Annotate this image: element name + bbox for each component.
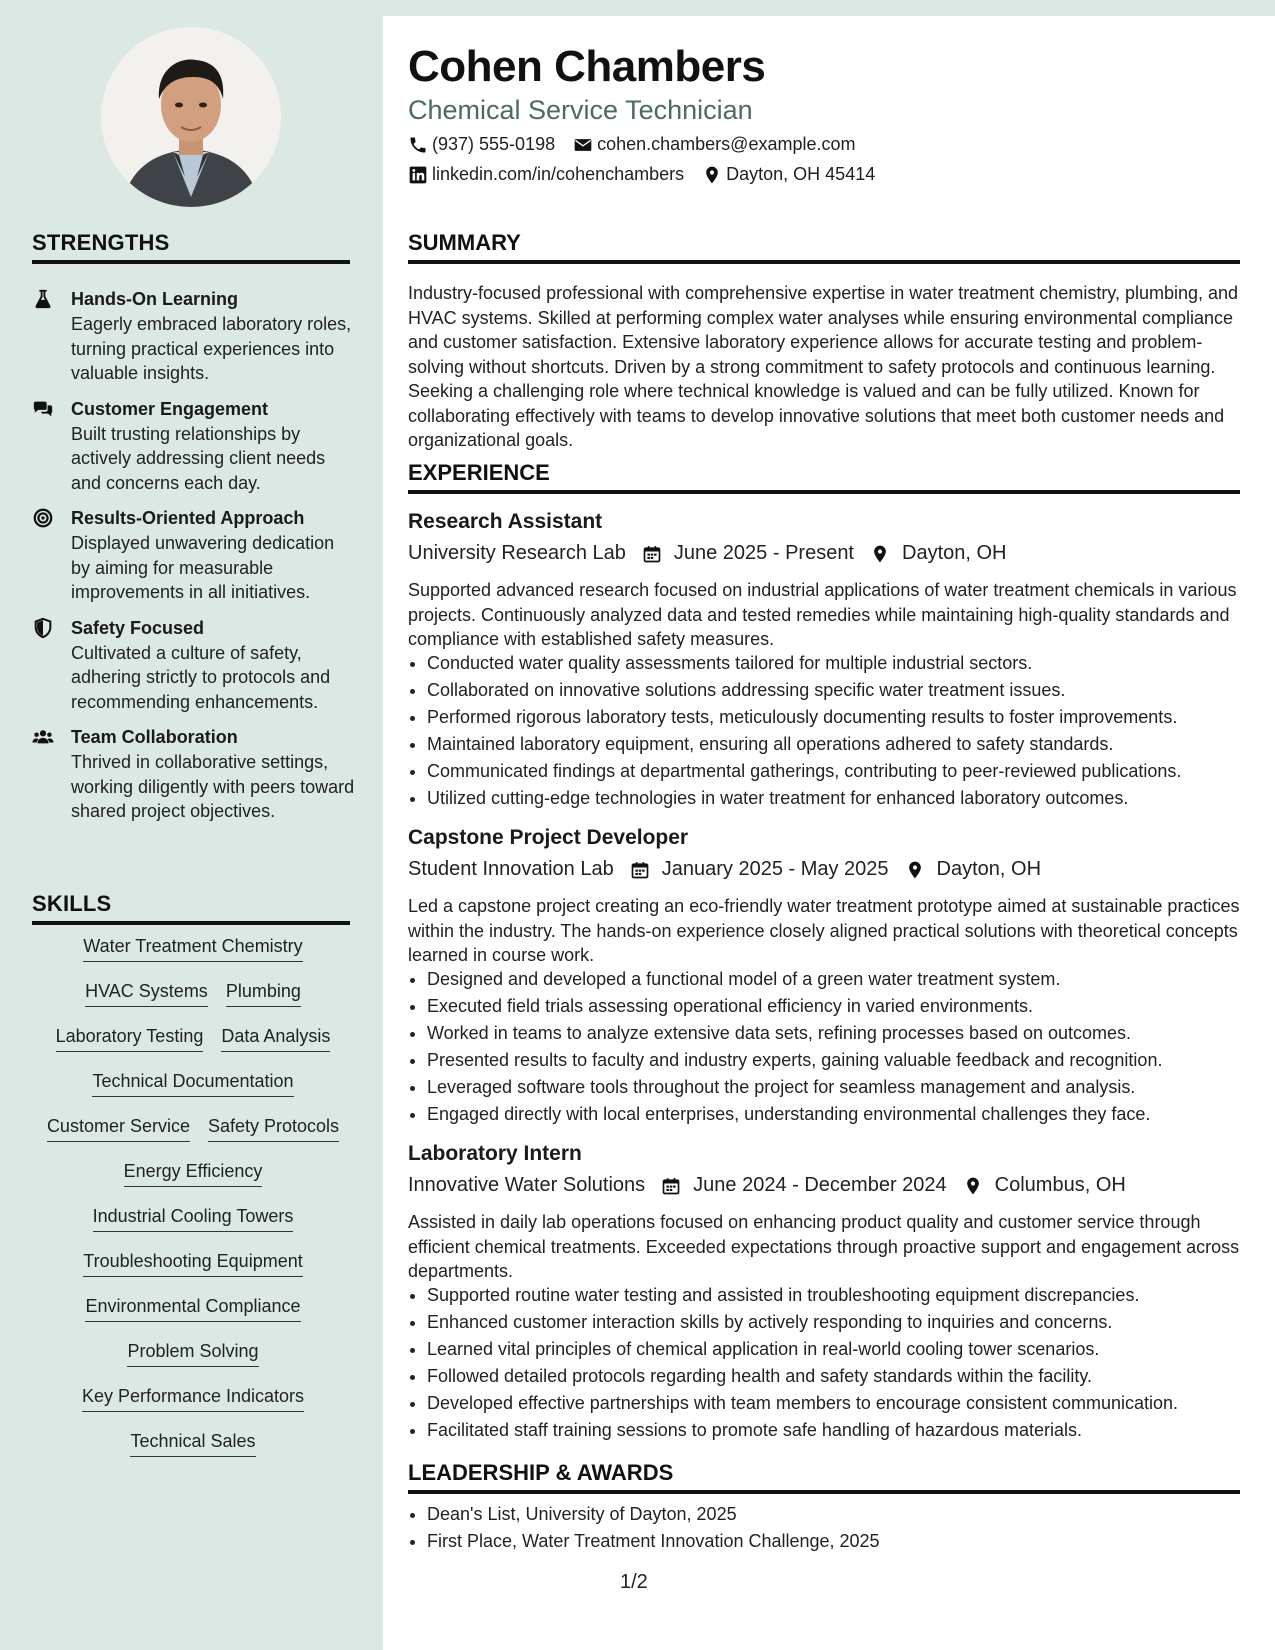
strength-title: Hands-On Learning: [71, 289, 239, 309]
experience-heading: EXPERIENCE: [408, 460, 1240, 494]
summary-text: Industry-focused professional with comprehensive expertise in water treatment chemistry, plumbing, and HVAC systems. Skilled at performing complex water analyses while ensuring environmental compliance and customer satisfaction. Extensive laboratory experience allows for accurate testing and problem-solving without shortcuts. Driven by a strong commitment to safety protocols and continuous learning. Seeking a challenging role where technical knowledge is valued and can be fully utilized. Known for collaborating effectively with teams to develop innovative solutions that meet both customer needs and organizational goals.: [408, 283, 1239, 450]
list-item: • Leveraged software tools throughout the project for seamless management and analysis.: [427, 1074, 1259, 1101]
skill-tag: Problem Solving: [127, 1339, 258, 1367]
linkedin-text: linkedin.com/in/cohenchambers: [432, 164, 685, 184]
strengths-list: [32, 287, 357, 835]
job-description: Assisted in daily lab operations focused on enhancing product quality and customer service through efficient chemical treatments. Exceeded expectations through proactive support and engagement across departments.: [408, 1212, 1240, 1281]
contact-row: [408, 164, 893, 185]
map-pin-icon: [905, 860, 925, 880]
strength-description: Eagerly embraced laboratory roles, turning practical experiences into valuable insights.: [71, 314, 352, 383]
skill-tag: Technical Documentation: [92, 1069, 293, 1097]
skills-heading: SKILLS: [32, 891, 350, 925]
list-item: • Followed detailed protocols regarding health and safety standards within the facility.: [427, 1363, 1259, 1390]
chat-bubbles-icon: [32, 398, 54, 420]
calendar-icon: [642, 544, 662, 564]
phone-contact[interactable]: [408, 134, 555, 155]
location-contact: [702, 164, 875, 185]
list-item: • Maintained laboratory equipment, ensuring all operations adhered to safety standards.: [427, 731, 1259, 758]
list-item: • Learned vital principles of chemical application in real-world cooling tower scenarios.: [427, 1336, 1259, 1363]
candidate-title: Chemical Service Technician: [408, 95, 753, 125]
envelope-icon: [573, 135, 593, 155]
job-description: Supported advanced research focused on industrial applications of water treatment chemicals in various projects. Continuously analyzed data and tested remedies while maintaining high-quality standards and compliance with established safety measures.: [408, 580, 1237, 649]
strength-item: [32, 397, 357, 496]
job-org: Innovative Water Solutions: [408, 1174, 646, 1196]
skills-list: [32, 934, 354, 1474]
users-icon: [32, 726, 54, 748]
linkedin-contact[interactable]: [408, 164, 684, 185]
strength-item: [32, 506, 357, 605]
list-item: • Utilized cutting-edge technologies in water treatment for enhanced laboratory outcomes.: [427, 785, 1259, 812]
skill-tag: Industrial Cooling Towers: [93, 1204, 294, 1232]
email-contact[interactable]: [573, 134, 855, 155]
map-pin-icon: [963, 1176, 983, 1196]
list-item: • Designed and developed a functional model of a green water treatment system.: [427, 966, 1259, 993]
list-item: • Presented results to faculty and industry experts, gaining valuable feedback and recognition.: [427, 1047, 1259, 1074]
job-description: Led a capstone project creating an eco-friendly water treatment prototype aimed at sustainable practices within the industry. The hands-on experience closely aligned practical solutions with theoretical concepts learned in course work.: [408, 896, 1240, 965]
list-item: • First Place, Water Treatment Innovation Challenge, 2025: [427, 1528, 1259, 1555]
job-role: Research Assistant: [408, 510, 603, 533]
shield-icon: [32, 617, 54, 639]
map-pin-icon: [870, 544, 890, 564]
list-item: • Developed effective partnerships with team members to encourage consistent communication.: [427, 1390, 1259, 1417]
list-item: • Executed field trials assessing operational efficiency in varied environments.: [427, 993, 1259, 1020]
target-icon: [32, 507, 54, 529]
list-item: • Worked in teams to analyze extensive data sets, refining processes based on outcomes.: [427, 1020, 1259, 1047]
portrait-image: [101, 27, 281, 207]
strength-title: Team Collaboration: [71, 727, 238, 747]
job-bullets: [408, 966, 1259, 1128]
job-location: Columbus, OH: [994, 1174, 1126, 1196]
list-item: • Supported routine water testing and assisted in troubleshooting equipment discrepancies.: [427, 1282, 1259, 1309]
strength-item: [32, 287, 357, 386]
skill-tag: Safety Protocols: [208, 1114, 339, 1142]
summary-heading: SUMMARY: [408, 230, 1240, 264]
list-item: • Facilitated staff training sessions to promote safe handling of hazardous materials.: [427, 1417, 1259, 1444]
job-dates: June 2024 - December 2024: [693, 1174, 947, 1196]
skill-tag: Plumbing: [226, 979, 301, 1007]
avatar: [101, 27, 281, 207]
skill-tag: Water Treatment Chemistry: [83, 934, 302, 962]
strength-description: Displayed unwavering dedication by aiming for measurable improvements in all initiatives.: [71, 533, 335, 602]
skill-tag: Energy Efficiency: [124, 1159, 263, 1187]
job-dates: June 2025 - Present: [673, 542, 854, 564]
job-meta: [408, 858, 1041, 881]
strength-title: Safety Focused: [71, 617, 205, 638]
skill-tag: Troubleshooting Equipment: [83, 1249, 302, 1277]
list-item: • Communicated findings at departmental gatherings, contributing to peer-reviewed publications.: [427, 758, 1259, 785]
job-location: Dayton, OH: [902, 542, 1007, 564]
job-role: Capstone Project Developer: [408, 826, 689, 849]
map-pin-icon: [702, 165, 722, 185]
strength-item: [32, 616, 357, 715]
skill-tag: Technical Sales: [130, 1429, 255, 1457]
skill-tag: Laboratory Testing: [56, 1024, 204, 1052]
page-number: 1/2: [620, 1571, 648, 1593]
job-role: Laboratory Intern: [408, 1142, 582, 1165]
list-item: • Enhanced customer interaction skills by actively responding to inquiries and concerns.: [427, 1309, 1259, 1336]
awards-list: [408, 1501, 1259, 1555]
job-meta: [408, 1174, 1126, 1197]
strength-item: [32, 725, 357, 824]
candidate-name: Cohen Chambers: [408, 42, 766, 91]
skill-tag: Environmental Compliance: [85, 1294, 300, 1322]
list-item: • Collaborated on innovative solutions addressing specific water treatment issues.: [427, 677, 1259, 704]
skill-tag: HVAC Systems: [85, 979, 208, 1007]
email-text: cohen.chambers@example.com: [597, 134, 856, 154]
skill-tag: Data Analysis: [221, 1024, 330, 1052]
job-dates: January 2025 - May 2025: [661, 858, 889, 880]
awards-heading: LEADERSHIP & AWARDS: [408, 1460, 1240, 1494]
strengths-heading: STRENGTHS: [32, 230, 350, 264]
strength-description: Cultivated a culture of safety, adhering strictly to protocols and recommending enhancements.: [71, 642, 331, 712]
list-item: • Performed rigorous laboratory tests, meticulously documenting results to foster improvements.: [427, 704, 1259, 731]
strength-description: Built trusting relationships by actively addressing client needs and concerns each day.: [71, 423, 326, 493]
calendar-icon: [661, 1176, 681, 1196]
phone-text: (937) 555-0198: [432, 134, 556, 154]
list-item: • Conducted water quality assessments tailored for multiple industrial sectors.: [427, 650, 1259, 677]
strength-title: Results-Oriented Approach: [71, 508, 305, 528]
location-text: Dayton, OH 45414: [726, 164, 876, 184]
job-location: Dayton, OH: [936, 858, 1042, 880]
skill-tag: Customer Service: [47, 1114, 190, 1142]
linkedin-icon: [408, 165, 428, 185]
strength-description: Thrived in collaborative settings, working diligently with peers toward shared project objectives.: [71, 752, 355, 821]
list-item: • Engaged directly with local enterprises, understanding environmental challenges they face.: [427, 1101, 1259, 1128]
list-item: • Dean's List, University of Dayton, 2025: [427, 1501, 1259, 1528]
job-bullets: [408, 650, 1259, 812]
job-org: University Research Lab: [408, 542, 626, 564]
job-bullets: [408, 1282, 1259, 1444]
calendar-icon: [630, 860, 650, 880]
flask-icon: [32, 288, 54, 310]
skill-tag: Key Performance Indicators: [82, 1384, 304, 1412]
phone-icon: [408, 135, 428, 155]
strength-title: Customer Engagement: [71, 398, 269, 419]
contact-row: [408, 134, 873, 155]
job-org: Student Innovation Lab: [408, 858, 614, 880]
job-meta: [408, 542, 1006, 565]
